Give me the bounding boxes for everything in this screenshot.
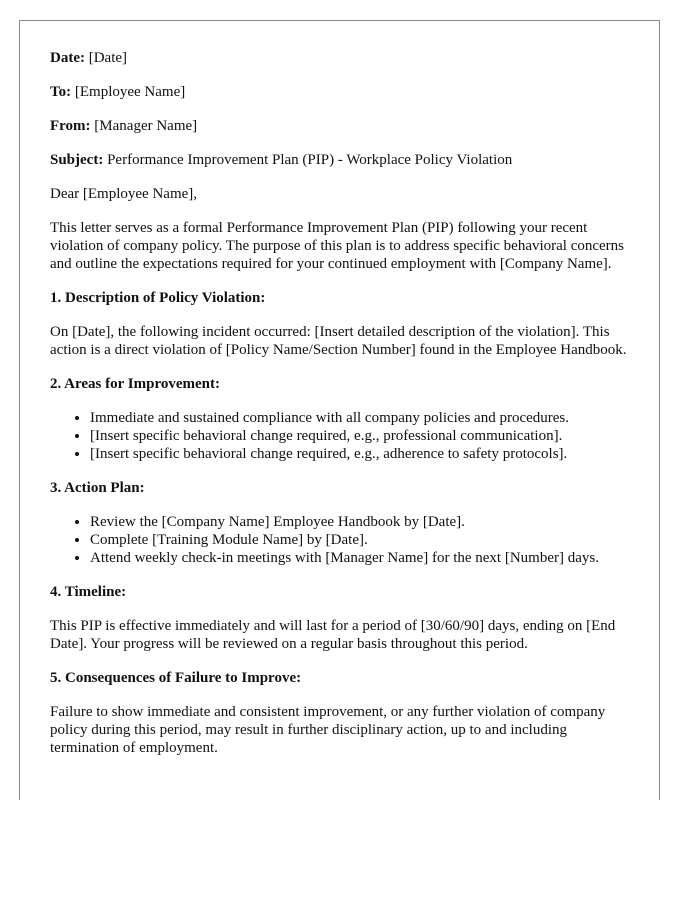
section-heading-action-plan: 3. Action Plan: [50, 480, 145, 496]
section-body-policy-violation: On [Date], the following incident occurred: [Insert detailed description of the violation]. This action is a direct violation of [Policy Name/Section Number] found in the Employee Handbook. [50, 324, 627, 358]
subject-label: Subject: [50, 152, 104, 168]
list-item: • [Insert specific behavioral change required, e.g., adherence to safety protocols]. [90, 445, 637, 463]
from-label: From: [50, 118, 91, 134]
areas-improvement-list [50, 409, 637, 463]
list-item: • Immediate and sustained compliance with all company policies and procedures. [90, 409, 637, 427]
from-line [50, 117, 637, 135]
section-heading-policy-violation: 1. Description of Policy Violation: [50, 290, 266, 306]
list-item: • Complete [Training Module Name] by [Date]. [90, 531, 637, 549]
section-body-timeline: This PIP is effective immediately and will last for a period of [30/60/90] days, ending on [End Date]. Your progress will be reviewed on a regular basis throughout this period. [50, 618, 616, 652]
subject-value: Performance Improvement Plan (PIP) - Workplace Policy Violation [107, 152, 513, 168]
to-label: To: [50, 84, 72, 100]
date-value: [Date] [88, 50, 128, 66]
section-heading-areas-improvement: 2. Areas for Improvement: [50, 376, 220, 392]
section-heading-consequences: 5. Consequences of Failure to Improve: [50, 670, 302, 686]
section-heading-timeline: 4. Timeline: [50, 584, 127, 600]
date-line [50, 49, 637, 67]
date-label: Date: [50, 50, 85, 66]
list-item: • [Insert specific behavioral change required, e.g., professional communication]. [90, 427, 637, 445]
to-line [50, 83, 637, 101]
to-value: [Employee Name] [74, 84, 186, 100]
subject-line [50, 151, 637, 169]
action-plan-list [50, 513, 637, 567]
letter-page [19, 20, 660, 800]
list-item: • Review the [Company Name] Employee Handbook by [Date]. [90, 513, 637, 531]
section-body-consequences: Failure to show immediate and consistent improvement, or any further violation of company policy during this period, may result in further disciplinary action, up to and including termination of employment. [50, 704, 606, 756]
list-item: • Attend weekly check-in meetings with [Manager Name] for the next [Number] days. [90, 549, 637, 567]
from-value: [Manager Name] [94, 118, 198, 134]
intro-paragraph: This letter serves as a formal Performance Improvement Plan (PIP) following your recent violation of company policy. The purpose of this plan is to address specific behavioral concerns and outline the expectations required for your continued employment with [Company Name]. [50, 220, 625, 272]
salutation: Dear [Employee Name], [50, 186, 198, 202]
